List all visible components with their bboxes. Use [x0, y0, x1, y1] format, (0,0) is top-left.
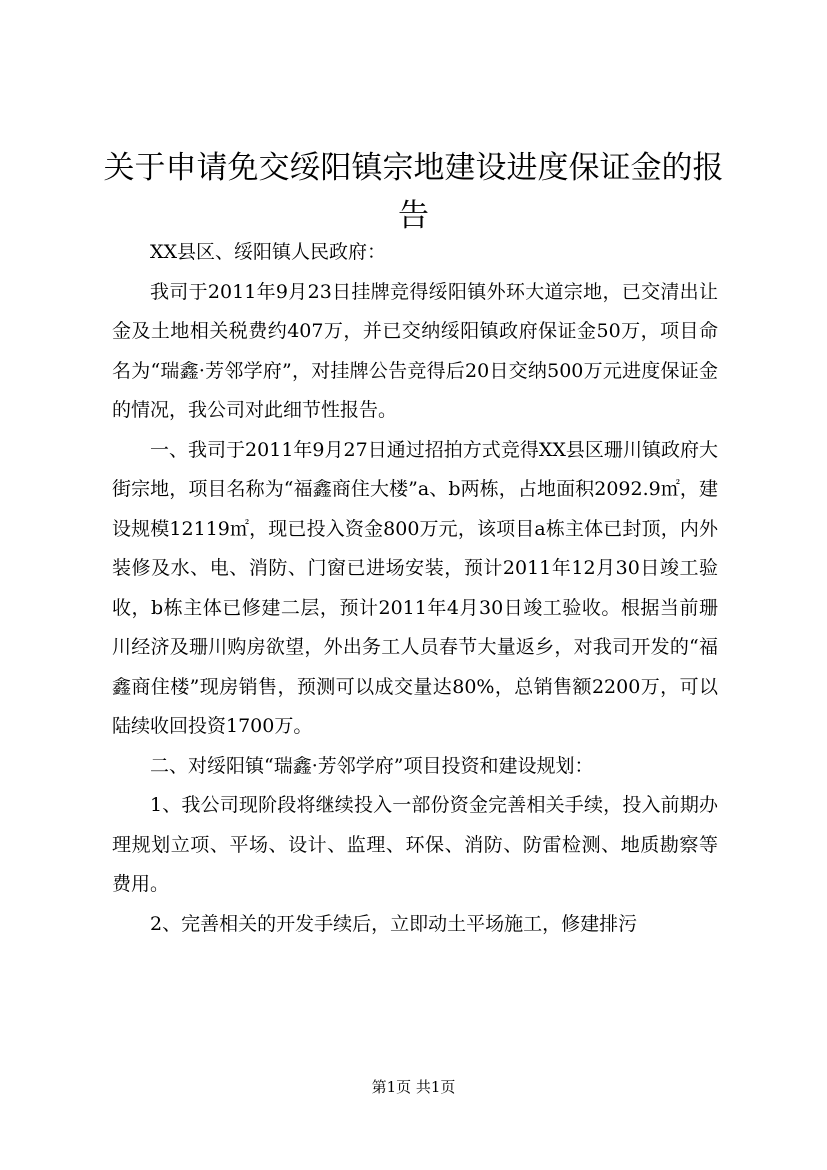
document-body: [112, 233, 718, 944]
salutation: XX县区、绥阳镇人民政府：: [150, 241, 387, 263]
paragraph-section-2-heading: 二、对绥阳镇“瑞鑫·芳邻学府”项目投资和建设规划：: [150, 754, 594, 777]
paragraph-item-1: 1、我公司现阶段将继续投入一部份资金完善相关手续，投入前期办理规划立项、平场、设计、监理、环保、消防、防雷检测、地质勘察等费用。: [112, 794, 718, 895]
paragraph-item-2: 2、完善相关的开发手续后，立即动土平场施工，修建排污: [150, 912, 638, 935]
document-title: 关于申请免交绥阳镇宗地建设进度保证金的报告: [103, 150, 724, 234]
page-footer: 第1页 共1页: [371, 1078, 456, 1096]
paragraph-section-1: 一、我司于2011年9月27日通过招拍方式竞得XX县区珊川镇政府大街宗地，项目名称为“福鑫商住大楼”a、b两栋，占地面积2092.9㎡，建设规模12119㎡，现已投入资金800万元，该项目a栋主体已封顶，内外装修及水、电、消防、门窗已进场安装，预计2011年12月30日竣工验收，b栋主体已修建二层，预计2011年4月30日竣工验收。根据当前珊川经济及珊川购房欲望，外出务工人员春节大量返乡，对我司开发的“福鑫商住楼”现房销售，预测可以成交量达80%，总销售额2200万，可以陆续收回投资1700万。: [112, 438, 718, 737]
paragraph-intro: 我司于2011年9月23日挂牌竞得绥阳镇外环大道宗地，已交清出让金及土地相关税费约407万，并已交纳绥阳镇政府保证金50万，项目命名为“瑞鑫·芳邻学府”，对挂牌公告竞得后20日交纳500万元进度保证金的情况，我公司对此细节性报告。: [112, 280, 718, 421]
